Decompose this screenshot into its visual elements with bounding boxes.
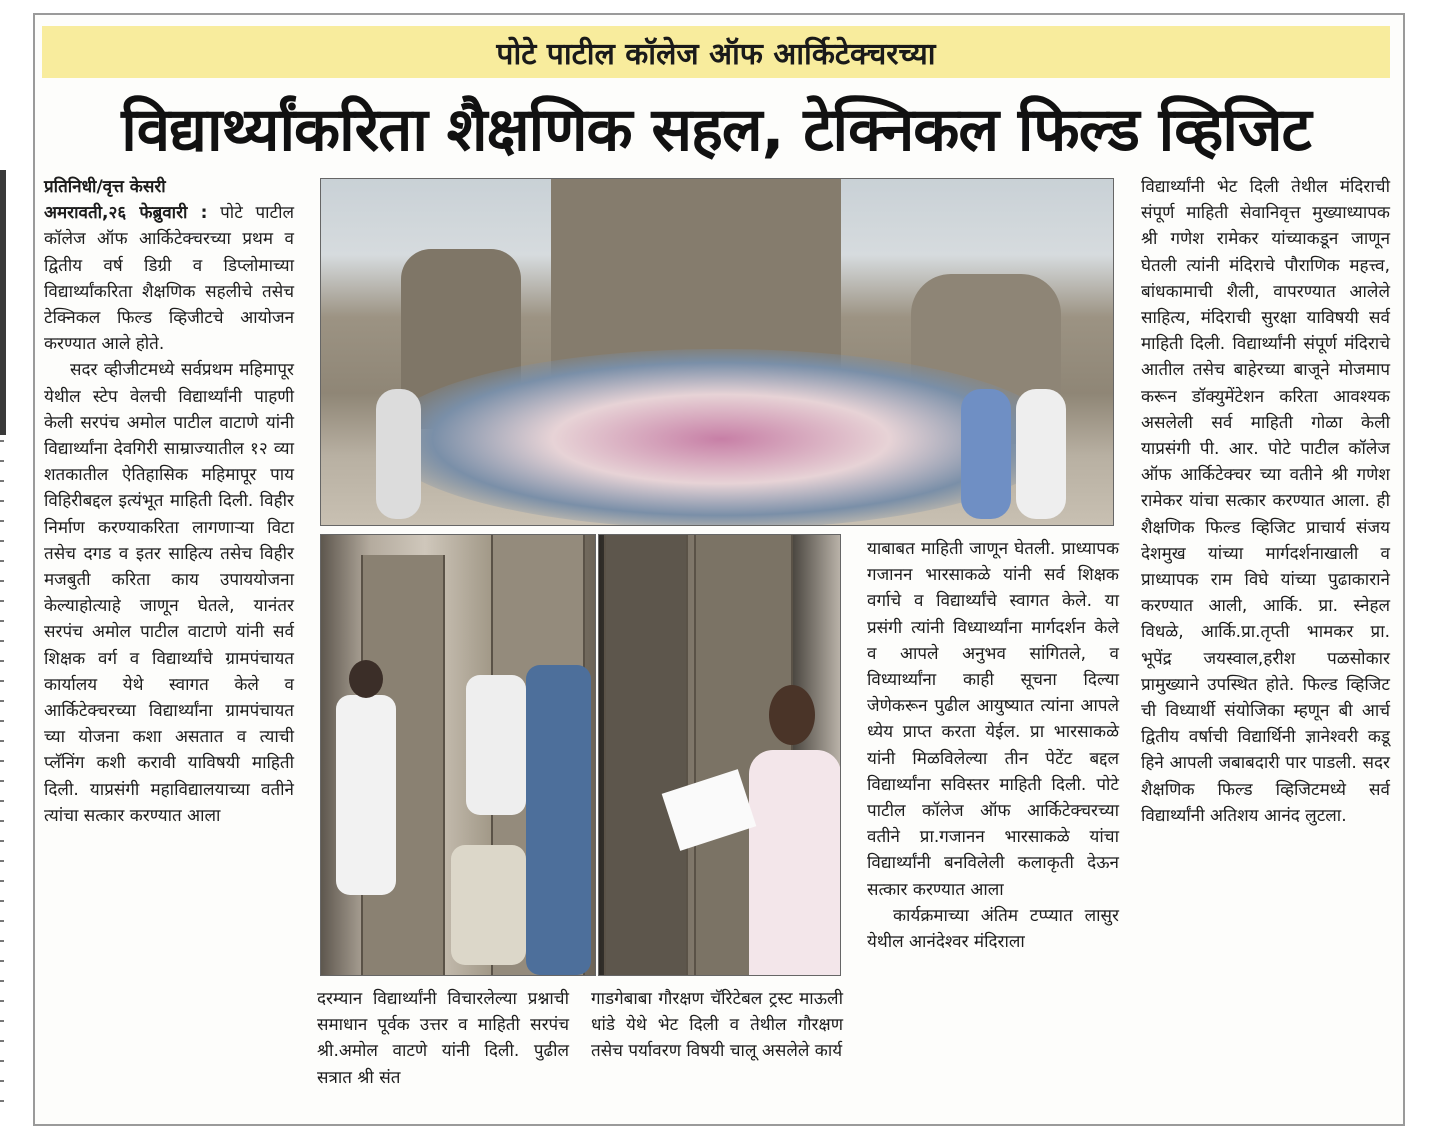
- article-kicker: पोटे पाटील कॉलेज ऑफ आर्किटेक्चरच्या: [42, 26, 1390, 78]
- col3-paragraph: गाडगेबाबा गौरक्षण चॅरिटेबल ट्रस्ट माऊली धांडे येथे भेट दिली व तेथील गौरक्षण तसेच पर्यावरण विषयी चालू असलेले कार्य: [591, 989, 843, 1062]
- article-column-3: [591, 986, 843, 1065]
- byline: प्रतिनिधी/वृत्त केसरी: [44, 177, 166, 197]
- col1-paragraph-1: [44, 200, 294, 357]
- adjacent-page-edge: [0, 170, 6, 435]
- article-column-4: [867, 536, 1119, 955]
- person-white-shirt-center: [466, 675, 526, 815]
- adjacent-page-column-marks: [0, 440, 4, 1120]
- person-crouching: [451, 845, 526, 965]
- faculty-member-left: [376, 389, 421, 519]
- photo-student-sketching: [598, 534, 841, 976]
- carved-pillar-left: [604, 535, 688, 976]
- group-photo-temple: [320, 178, 1114, 526]
- photo-stepwell-measurement: [320, 534, 596, 976]
- faculty-member-right: [961, 389, 1011, 519]
- student-group: [381, 349, 1061, 526]
- student-head: [769, 685, 815, 745]
- article-headline: विद्यार्थ्यांकरिता शैक्षणिक सहल, टेक्निकल फिल्ड व्हिजिट: [121, 95, 1311, 165]
- article-column-5: [1141, 174, 1390, 829]
- col1-paragraph-1-text: पोटे पाटील कॉलेज ऑफ आर्किटेक्चरच्या प्रथम व द्वितीय वर्ष डिग्री व डिप्लोमाच्या विद्यार्थ्यांकरिता शैक्षणिक सहलीचे तसेच टेक्निकल फिल्ड व्हिजीटचे आयोजन करण्यात आले होते.: [44, 203, 295, 355]
- col1-paragraph-2: सदर व्हीजीटमध्ये सर्वप्रथम महिमापूर येथील स्टेप वेलची विद्यार्थ्यांनी पाहणी केली सरपंच अमोल पाटील वाटाणे यांनी विद्यार्थ्यांना देवगिरी साम्राज्यातील १२ व्या शतकातील ऐतिहासिक महिमापूर पाय विहिरीबद्दल इत्यंभूत माहिती दिली. विहीर निर्माण करण्याकरिता लागणाऱ्या विटा तसेच दगड व इतर साहित्य तसेच विहीर मजबुती करिता काय उपाययोजना केल्याहोत्याहे जाणून घेतले, यानंतर सरपंच अमोल पाटील वाटाणे यांनी सर्व शिक्षक वर्ग व विद्यार्थ्यांचे ग्रामपंचायत कार्यालय येथे स्वागत केले व आर्किटेक्चरच्या विद्यार्थ्यांना ग्रामपंचायत च्या योजना कशा असतात व त्याची प्लॅनिंग कशी करावी याविषयी माहिती दिली. याप्रसंगी महाविद्यालयाच्या वतीने त्यांचा सत्कार करण्यात आला: [44, 360, 294, 826]
- col4-paragraph-2: कार्यक्रमाच्या अंतिम टप्प्यात लासुर येथील आनंदेश्वर मंदिराला: [867, 905, 1119, 953]
- student-pink-kurta: [749, 750, 841, 976]
- col5-paragraph: विद्यार्थ्यांनी भेट दिली तेथील मंदिराची संपूर्ण माहिती सेवानिवृत्त मुख्याध्यापक श्री गणेश रामेकर यांच्याकडून जाणून घेतली त्यांनी मंदिराचे पौराणिक महत्त्व, बांधकामाची शैली, वापरण्यात आलेले साहित्य, मंदिराची सुरक्षा याविषयी सर्व माहिती दिली. विद्यार्थ्यांनी संपूर्ण मंदिराचे आतील तसेच बाहेरच्या बाजूने मोजमाप करून डॉक्युमेंटेशन करिता आवश्यक असलेली सर्व माहिती गोळा केली याप्रसंगी पी. आर. पोटे पाटील कॉलेज ऑफ आर्किटेक्चर च्या वतीने श्री गणेश रामेकर यांचा सत्कार करण्यात आला. ही शैक्षणिक फिल्ड व्हिजिट प्राचार्य संजय देशमुख यांच्या मार्गदर्शनाखाली व प्राध्यापक राम विघे यांच्या पुढाकाराने करण्यात आली, आर्कि. प्रा. स्नेहल विधळे, आर्कि.प्रा.तृप्ती भामकर प्रा. भूपेंद्र जयस्वाल,हरीश पळसोकार प्रामुख्याने उपस्थित होते. फिल्ड व्हिजिट ची विध्यार्थी संयोजिका म्हणून बी आर्च द्वितीय वर्षाची विद्यार्थिनी ज्ञानेश्वरी कडू हिने आपली जबाबदारी पार पाडली. सदर शैक्षणिक फिल्ड व्हिजिटमध्ये सर्व विद्यार्थ्यांनी अतिशय आनंद लुटला.: [1141, 177, 1390, 826]
- col4-paragraph-1: याबाबत माहिती जाणून घेतली. प्राध्यापक गजानन भारसाकळे यांनी सर्व शिक्षक वर्गाचे व विद्यार्थ्यांचे स्वागत केले. या प्रसंगी त्यांनी विध्यार्थ्यांना मार्गदर्शन केले व आपले अनुभव सांगितले, व विध्यार्थ्यांना काही सूचना दिल्या जेणेकरून पुढील आयुष्यात त्यांना आपले ध्येय प्राप्त करता येईल. प्रा भारसाकळे यांनी मिळविलेल्या तीन पेटेंट बद्दल विद्यार्थ्यांना सविस्तर माहिती दिली. पोटे पाटील कॉलेज ऑफ आर्किटेक्चरच्या वतीने प्रा.गजानन भारसाकळे यांचा विद्यार्थ्यांनी बनविलेली कलाकृती देऊन सत्कार करण्यात आला: [867, 539, 1119, 900]
- person-head: [349, 660, 383, 698]
- article-column-1: [44, 174, 294, 829]
- article-column-2: [317, 986, 569, 1091]
- dateline: अमरावती,२६ फेब्रुवारी :: [44, 203, 208, 224]
- faculty-member-far-right: [1016, 389, 1066, 519]
- col2-paragraph: दरम्यान विद्यार्थ्यांनी विचारलेल्या प्रश्नाची समाधान पूर्वक उत्तर व माहिती सरपंच श्री.अमोल वाटणे यांनी दिली. पुढील सत्रात श्री संत: [317, 989, 569, 1088]
- person-white-shirt-left: [336, 695, 396, 895]
- person-blue-shirt: [526, 665, 591, 975]
